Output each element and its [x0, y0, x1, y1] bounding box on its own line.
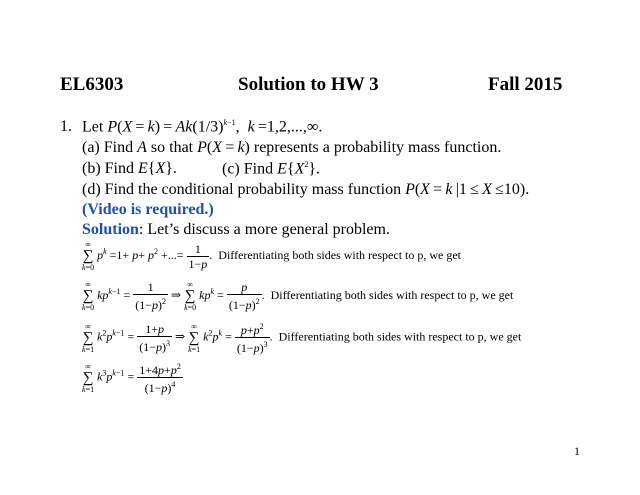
- part-a: (a) Find A so that P(X = k) represents a probability mass function.: [82, 139, 502, 156]
- equation-4: ∞ ∑ k=1 $k^3p^{k-1}$ = $\frac{1+4p+p^2}{(1-p)^4}$: [82, 361, 181, 395]
- video-note: (Video is required.): [82, 201, 214, 218]
- problem-number: 1.: [60, 118, 72, 135]
- solution-intro-text: : Let’s discuss a more general problem.: [138, 221, 390, 238]
- solution-label: Solution: [82, 221, 139, 238]
- diff-text-1: Differentiating both sides with respect to p, we get: [218, 247, 462, 262]
- equation-2: ∞ ∑ k=0 $kp^{k-1}$ = $\frac{1}{(1-p)^2}$ ⇒ ∞ ∑ k=0 $kp^k$ = $\frac{p}{(1-p)^2}$ . Differentiating both sides with respect to p, we get: [82, 280, 514, 312]
- equation-1: ∞ ∑ k=0 $p^k =1+ p+ p^2$ +...= $\frac{1}{1-p}$ . Differentiating both sides with respect to p, we get: [82, 240, 462, 272]
- part-d: (d) Find the conditional probability mass function P(X = k |1 ≤ X ≤10).: [82, 181, 530, 198]
- diff-text-3: Differentiating both sides with respect to p, we get: [278, 329, 522, 344]
- course-code: EL6303: [60, 74, 124, 95]
- term: Fall 2015: [488, 74, 563, 95]
- equation-3: ∞ ∑ k=1 $k^2p^{k-1}$ = $\frac{1+p}{(1-p)^3}$ ⇒ ∞ ∑ k=1 $k^2p^k$ = $\frac{p+p^2}{(1-p)^3}$ . Differentiating both sides with respect to p, we get: [82, 321, 522, 355]
- part-b: (b) Find E{X}.: [82, 160, 177, 177]
- page-number: 1: [574, 444, 580, 458]
- solution-intro: [82, 221, 390, 239]
- diff-text-2: Differentiating both sides with respect to p, we get: [270, 287, 514, 302]
- document-title: Solution to HW 3: [238, 74, 379, 95]
- problem-statement: Let $P(X = k) = Ak(1/3)^{k-1}$, k =1,2,...,∞.: [82, 118, 323, 136]
- part-c: (c) Find $E\{X^2\}$.: [222, 160, 321, 178]
